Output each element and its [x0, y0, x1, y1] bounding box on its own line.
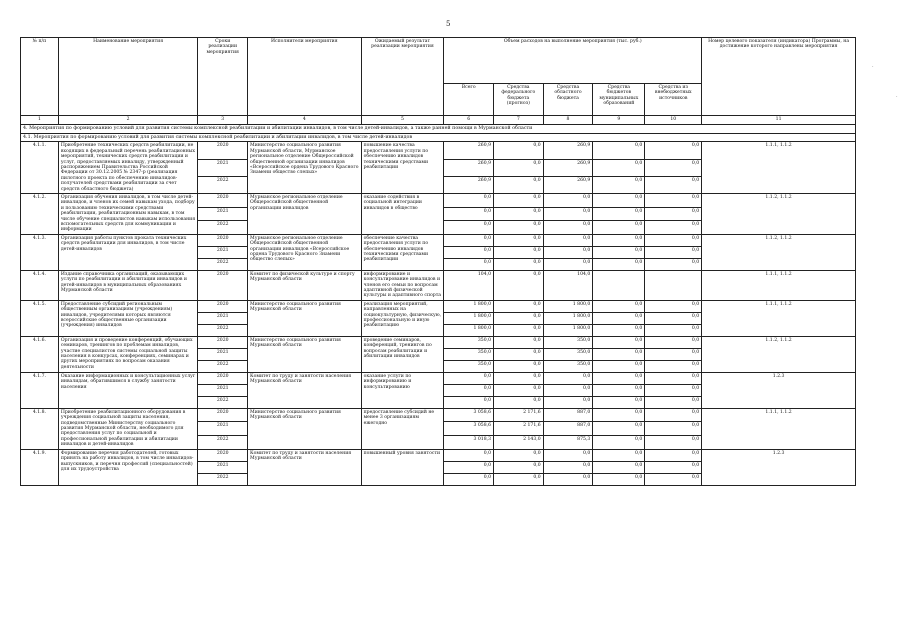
measure-year: 2021	[198, 159, 248, 176]
cell-extrabudget: 0,0	[645, 408, 702, 422]
measure-indicator: 1.1.2, 1.1.2	[702, 336, 856, 372]
cell-municipal: 0,0	[593, 324, 645, 336]
measure-number: 4.1.2.	[21, 193, 59, 234]
measure-number: 4.1.6.	[21, 336, 59, 372]
cell-regional: 104,0	[543, 270, 593, 300]
cell-municipal: 0,0	[593, 207, 645, 221]
cell-municipal: 0,0	[593, 176, 645, 193]
header-municipal: Средства бюджетов муниципальных образований	[593, 84, 645, 116]
cell-regional: 0,0	[543, 246, 593, 258]
cell-regional: 887,0	[543, 422, 593, 436]
measure-year: 2020	[198, 372, 248, 384]
measure-number: 4.1.4.	[21, 270, 59, 300]
cell-total: 0,0	[444, 246, 494, 258]
cell-federal: 0,0	[494, 300, 544, 312]
measure-indicator: 1.1.2, 1.1.2	[702, 234, 856, 270]
cell-extrabudget: 0,0	[645, 234, 702, 246]
measure-number: 4.1.9.	[21, 449, 59, 485]
section-4-row	[21, 125, 856, 134]
measure-year: 2022	[198, 258, 248, 270]
measure-year: 2022	[198, 324, 248, 336]
cell-extrabudget: 0,0	[645, 336, 702, 348]
measure-year: 2022	[198, 396, 248, 408]
cell-municipal: 0,0	[593, 461, 645, 473]
cell-total: 0,0	[444, 461, 494, 473]
cell-extrabudget: 0,0	[645, 176, 702, 193]
cell-extrabudget: 0,0	[645, 372, 702, 384]
measure-executors: Комитет по физической культуре и спорту Мурманской области	[248, 270, 362, 300]
measure-year: 2021	[198, 246, 248, 258]
cell-extrabudget: 0,0	[645, 207, 702, 221]
cell-total: 3 018,3	[444, 436, 494, 450]
measure-name: Предоставление субсидий региональным общественным организациям (учреждениям) инвалидов, учредителями которых являются всероссийские общественные организации (учреждения) инвалидов	[58, 300, 198, 336]
cell-municipal: 0,0	[593, 159, 645, 176]
cell-total: 104,0	[444, 270, 494, 300]
cell-extrabudget: 0,0	[645, 312, 702, 324]
cell-regional: 0,0	[543, 372, 593, 384]
table-row	[21, 336, 856, 348]
table-row	[21, 193, 856, 207]
cell-municipal: 0,0	[593, 449, 645, 461]
cell-total: 0,0	[444, 258, 494, 270]
cell-regional: 1 800,0	[543, 312, 593, 324]
cell-total: 350,0	[444, 360, 494, 372]
cell-total: 260,9	[444, 176, 494, 193]
cell-federal: 0,0	[494, 207, 544, 221]
measure-result: проведение семинаров, конференций, тренингов по вопросам реабилитации и абилитации инвалидов	[361, 336, 444, 372]
cell-municipal: 0,0	[593, 246, 645, 258]
cell-regional: 1 800,0	[543, 324, 593, 336]
header-num: № п/п	[21, 38, 59, 116]
cell-total: 0,0	[444, 473, 494, 485]
cell-extrabudget: 0,0	[645, 348, 702, 360]
cell-federal: 0,0	[494, 221, 544, 235]
cell-regional: 0,0	[543, 396, 593, 408]
measure-number: 4.1.7.	[21, 372, 59, 408]
col-number: 9	[593, 116, 645, 125]
cell-total: 0,0	[444, 384, 494, 396]
cell-extrabudget: 0,0	[645, 461, 702, 473]
section-4-1-title: 4.1. Мероприятия по формированию условий для развития системы комплексной реабилитации и абилитации инвалидов, в том числе детей-инвалидов	[21, 133, 856, 142]
cell-total: 0,0	[444, 193, 494, 207]
cell-municipal: 0,0	[593, 142, 645, 159]
measure-result: оказание услуги по информированию и консультированию	[361, 372, 444, 408]
column-number-row	[21, 116, 856, 125]
measure-number: 4.1.8.	[21, 408, 59, 449]
measure-name: Организация и проведение конференций, обучающих семинаров, тренингов по проблемам инвалидов, участие специалистов системы социальной защиты населения в конкурсах, конференциях, семинарах и других мероприятиях по вопросам оказания деятельности	[58, 336, 198, 372]
cell-regional: 0,0	[543, 221, 593, 235]
cell-municipal	[593, 270, 645, 300]
cell-total: 260,9	[444, 142, 494, 159]
measure-year: 2020	[198, 193, 248, 207]
margin-mark: ·	[872, 64, 874, 70]
measure-indicator: 1.2.3	[702, 372, 856, 408]
cell-total: 0,0	[444, 207, 494, 221]
col-number: 4	[248, 116, 362, 125]
cell-regional: 0,0	[543, 461, 593, 473]
measure-year: 2022	[198, 176, 248, 193]
cell-municipal: 0,0	[593, 384, 645, 396]
table-row	[21, 300, 856, 312]
measure-number: 4.1.1.	[21, 142, 59, 194]
program-table	[20, 37, 856, 486]
cell-municipal: 0,0	[593, 436, 645, 450]
cell-extrabudget: 0,0	[645, 449, 702, 461]
cell-regional: 1 800,0	[543, 300, 593, 312]
header-regional: Средства областного бюджета	[543, 84, 593, 116]
measure-year: 2020	[198, 449, 248, 461]
cell-total: 350,0	[444, 348, 494, 360]
table-row	[21, 234, 856, 246]
col-number: 11	[702, 116, 856, 125]
cell-total: 1 800,0	[444, 300, 494, 312]
cell-municipal: 0,0	[593, 300, 645, 312]
measure-result: повышенный уровня занятости	[361, 449, 444, 485]
cell-federal: 2 171,6	[494, 408, 544, 422]
measure-name: Приобретение реабилитационного оборудования в учреждения социальной защиты населения, подведомственные Министерству социального развития Мурманской области, необходимого для предоставления услуг по социальной и профессиональной реабилитации и абилитации инвалидов и детей-инвалидов	[58, 408, 198, 449]
measure-result: оказание содействия в социальной интеграции инвалидов в общество	[361, 193, 444, 234]
measure-year: 2021	[198, 312, 248, 324]
cell-total: 0,0	[444, 234, 494, 246]
cell-federal: 0,0	[494, 312, 544, 324]
measure-executors: Министерство социального развития Мурманской области, Мурманское региональное отделение Общероссийской общественной организации инвалидов «Всероссийское ордена Трудового Красного Знамени общество слепых»	[248, 142, 362, 194]
measure-year: 2022	[198, 473, 248, 485]
cell-municipal: 0,0	[593, 336, 645, 348]
header-total: Всего	[444, 84, 494, 116]
measure-executors: Министерство социального развития Мурманской области	[248, 300, 362, 336]
header-expenses-group: Объем расходов на выполнение мероприятия (тыс. руб.)	[444, 38, 702, 84]
cell-federal: 2 143,0	[494, 436, 544, 450]
cell-municipal: 0,0	[593, 372, 645, 384]
header-federal: Средства федерального бюджета (прогноз)	[494, 84, 544, 116]
col-number: 10	[645, 116, 702, 125]
cell-municipal: 0,0	[593, 473, 645, 485]
measure-result: предоставление субсидий не менее 3 организациям ежегодно	[361, 408, 444, 449]
cell-federal: 0,0	[494, 142, 544, 159]
measure-year: 2021	[198, 207, 248, 221]
measure-name: Приобретение технических средств реабилитации, не входящих в федеральный перечень реабилитационных мероприятий, технических средств реабилитации и услуг, предоставляемых инвалиду, утвержденный распоряжением Правительства Российской Федерации от 30.12.2005 № 2347-р (реализация пилотного проекта по обеспечению инвалидов-получателей средствами реабилитации за счет средств областного бюджета)	[58, 142, 198, 194]
table-row	[21, 449, 856, 461]
cell-municipal: 0,0	[593, 396, 645, 408]
measure-executors: Комитет по труду и занятости населения Мурманской области	[248, 372, 362, 408]
table-row	[21, 142, 856, 159]
measure-number: 4.1.5.	[21, 300, 59, 336]
cell-municipal: 0,0	[593, 258, 645, 270]
measure-year: 2021	[198, 461, 248, 473]
table-row	[21, 408, 856, 422]
measure-name: Организация обучения инвалидов, в том числе детей-инвалидов, и членов их семей навыкам ухода, подбору и пользованию техническими средствами реабилитации, реабилитационным навыкам, в том числе обучение специалистов навыкам использования вспомогательных средств для коммуникации и информации	[58, 193, 198, 234]
cell-federal: 0,0	[494, 396, 544, 408]
cell-regional: 260,9	[543, 142, 593, 159]
cell-extrabudget: 0,0	[645, 193, 702, 207]
measure-name: Организация работы пунктов проката технических средств реабилитации для инвалидов, в том числе детей-инвалидов	[58, 234, 198, 270]
cell-total: 1 800,0	[444, 312, 494, 324]
cell-regional: 0,0	[543, 473, 593, 485]
measure-year: 2020	[198, 142, 248, 159]
measure-name: Издание справочника организаций, оказывающих услуги по реабилитации и абилитации инвалидов и детей-инвалидов в муниципальных образованиях Мурманской области	[58, 270, 198, 300]
cell-total: 350,0	[444, 336, 494, 348]
measure-number: 4.1.3.	[21, 234, 59, 270]
cell-federal: 0,0	[494, 348, 544, 360]
header-terms: Сроки реализации мероприятия	[198, 38, 248, 116]
cell-extrabudget: 0,0	[645, 384, 702, 396]
measure-year: 2022	[198, 221, 248, 235]
cell-extrabudget	[645, 270, 702, 300]
cell-federal: 0,0	[494, 473, 544, 485]
measure-executors: Министерство социального развития Мурманской области	[248, 336, 362, 372]
measure-executors: Мурманское региональное отделение Общероссийской общественной организации инвалидов «Всероссийское ордена Трудового Красного Знамени общество слепых»	[248, 234, 362, 270]
cell-federal: 0,0	[494, 461, 544, 473]
cell-regional: 350,0	[543, 336, 593, 348]
cell-extrabudget: 0,0	[645, 221, 702, 235]
cell-federal: 0,0	[494, 372, 544, 384]
cell-federal: 0,0	[494, 324, 544, 336]
measure-year: 2021	[198, 348, 248, 360]
measure-indicator: 1.2.3	[702, 449, 856, 485]
cell-federal: 0,0	[494, 246, 544, 258]
cell-federal: 0,0	[494, 336, 544, 348]
cell-total: 3 058,6	[444, 408, 494, 422]
header-name: Наименование мероприятия	[58, 38, 198, 116]
cell-extrabudget: 0,0	[645, 246, 702, 258]
cell-total: 0,0	[444, 221, 494, 235]
cell-total: 0,0	[444, 372, 494, 384]
cell-total: 0,0	[444, 449, 494, 461]
col-number: 3	[198, 116, 248, 125]
cell-federal: 2 171,6	[494, 422, 544, 436]
cell-federal: 0,0	[494, 270, 544, 300]
cell-regional: 350,0	[543, 348, 593, 360]
cell-regional: 260,9	[543, 159, 593, 176]
cell-federal: 0,0	[494, 384, 544, 396]
header-result: Ожидаемый результат реализации мероприятия	[361, 38, 444, 116]
table-row	[21, 270, 856, 300]
measure-year: 2020	[198, 300, 248, 312]
cell-federal: 0,0	[494, 234, 544, 246]
measure-result: реализация мероприятий, направленных на социокультурную, физическую, профессиональную и иную реабилитацию	[361, 300, 444, 336]
cell-extrabudget: 0,0	[645, 300, 702, 312]
cell-federal: 0,0	[494, 360, 544, 372]
measure-year: 2021	[198, 422, 248, 436]
col-number: 2	[58, 116, 198, 125]
measure-year: 2020	[198, 336, 248, 348]
measure-year: 2022	[198, 436, 248, 450]
cell-extrabudget: 0,0	[645, 142, 702, 159]
measure-indicator: 1.1.1, 1.1.2	[702, 142, 856, 194]
cell-extrabudget: 0,0	[645, 473, 702, 485]
cell-regional: 0,0	[543, 258, 593, 270]
measure-indicator: 1.1.1, 1.1.2	[702, 300, 856, 336]
cell-municipal: 0,0	[593, 348, 645, 360]
header-executors: Исполнители мероприятия	[248, 38, 362, 116]
header-indicator: Номер целевого показателя (индикатора) Программы, на достижение которого направлены мероприятия	[702, 38, 856, 116]
measure-year: 2020	[198, 270, 248, 300]
section-4-title: 4. Мероприятия по формированию условий для развития системы комплексной реабилитации и абилитации инвалидов, в том числе детей-инвалидов, а также ранней помощи в Мурманской области	[21, 125, 856, 134]
table-row	[21, 372, 856, 384]
cell-federal: 0,0	[494, 193, 544, 207]
col-number: 1	[21, 116, 59, 125]
cell-extrabudget: 0,0	[645, 258, 702, 270]
measure-executors: Министерство социального развития Мурманской области	[248, 408, 362, 449]
measure-result: повышение качества предоставления услуги по обеспечению инвалидов техническими средствами реабилитации	[361, 142, 444, 194]
measure-executors: Комитет по труду и занятости населения Мурманской области	[248, 449, 362, 485]
measure-result: обеспечение качества предоставления услуги по обеспечению инвалидов техническими средствами реабилитации	[361, 234, 444, 270]
cell-municipal: 0,0	[593, 422, 645, 436]
cell-total: 260,9	[444, 159, 494, 176]
col-number: 5	[361, 116, 444, 125]
cell-municipal: 0,0	[593, 234, 645, 246]
margin-mark: ·	[896, 94, 898, 100]
cell-municipal: 0,0	[593, 221, 645, 235]
cell-regional: 0,0	[543, 384, 593, 396]
cell-regional: 887,0	[543, 408, 593, 422]
cell-federal: 0,0	[494, 159, 544, 176]
cell-regional: 350,0	[543, 360, 593, 372]
measure-name: Формирование перечня работодателей, готовых принять на работу инвалидов, в том числе инвалидов-выпускников, и перечня профессий (специальностей) для их трудоустройства	[58, 449, 198, 485]
cell-regional: 0,0	[543, 193, 593, 207]
measure-executors: Мурманское региональное отделение Общероссийской общественной организации инвалидов	[248, 193, 362, 234]
cell-municipal: 0,0	[593, 408, 645, 422]
cell-municipal: 0,0	[593, 312, 645, 324]
measure-indicator: 1.1.1, 1.1.2	[702, 408, 856, 449]
cell-extrabudget: 0,0	[645, 360, 702, 372]
cell-extrabudget: 0,0	[645, 422, 702, 436]
measure-indicator: 1.1.2, 1.1.2	[702, 193, 856, 234]
cell-extrabudget: 0,0	[645, 324, 702, 336]
measure-year: 2020	[198, 408, 248, 422]
cell-total: 1 800,0	[444, 324, 494, 336]
measure-result: информирование и консультирование инвалидов и членов его семьи по вопросам адаптивной физической культуры и адаптивного спорта	[361, 270, 444, 300]
measure-name: Оказание информационных и консультационных услуг инвалидам, обратившимся в службу занятости населения	[58, 372, 198, 408]
cell-extrabudget: 0,0	[645, 396, 702, 408]
cell-municipal: 0,0	[593, 193, 645, 207]
cell-federal: 0,0	[494, 258, 544, 270]
page-number: 5	[446, 20, 451, 28]
cell-extrabudget: 0,0	[645, 159, 702, 176]
cell-regional: 0,0	[543, 207, 593, 221]
cell-regional: 875,3	[543, 436, 593, 450]
cell-extrabudget: 0,0	[645, 436, 702, 450]
cell-regional: 0,0	[543, 234, 593, 246]
col-number: 6	[444, 116, 494, 125]
section-4-1-row	[21, 133, 856, 142]
measure-indicator: 1.1.1, 1.1.2	[702, 270, 856, 300]
cell-municipal: 0,0	[593, 360, 645, 372]
cell-regional: 0,0	[543, 449, 593, 461]
measure-year: 2021	[198, 384, 248, 396]
cell-total: 3 058,6	[444, 422, 494, 436]
col-number: 7	[494, 116, 544, 125]
cell-federal: 0,0	[494, 449, 544, 461]
cell-federal: 0,0	[494, 176, 544, 193]
header-extrabudget: Средства из внебюджетных источников	[645, 84, 702, 116]
col-number: 8	[543, 116, 593, 125]
measure-year: 2022	[198, 360, 248, 372]
cell-total: 0,0	[444, 396, 494, 408]
cell-regional: 260,9	[543, 176, 593, 193]
measure-year: 2020	[198, 234, 248, 246]
